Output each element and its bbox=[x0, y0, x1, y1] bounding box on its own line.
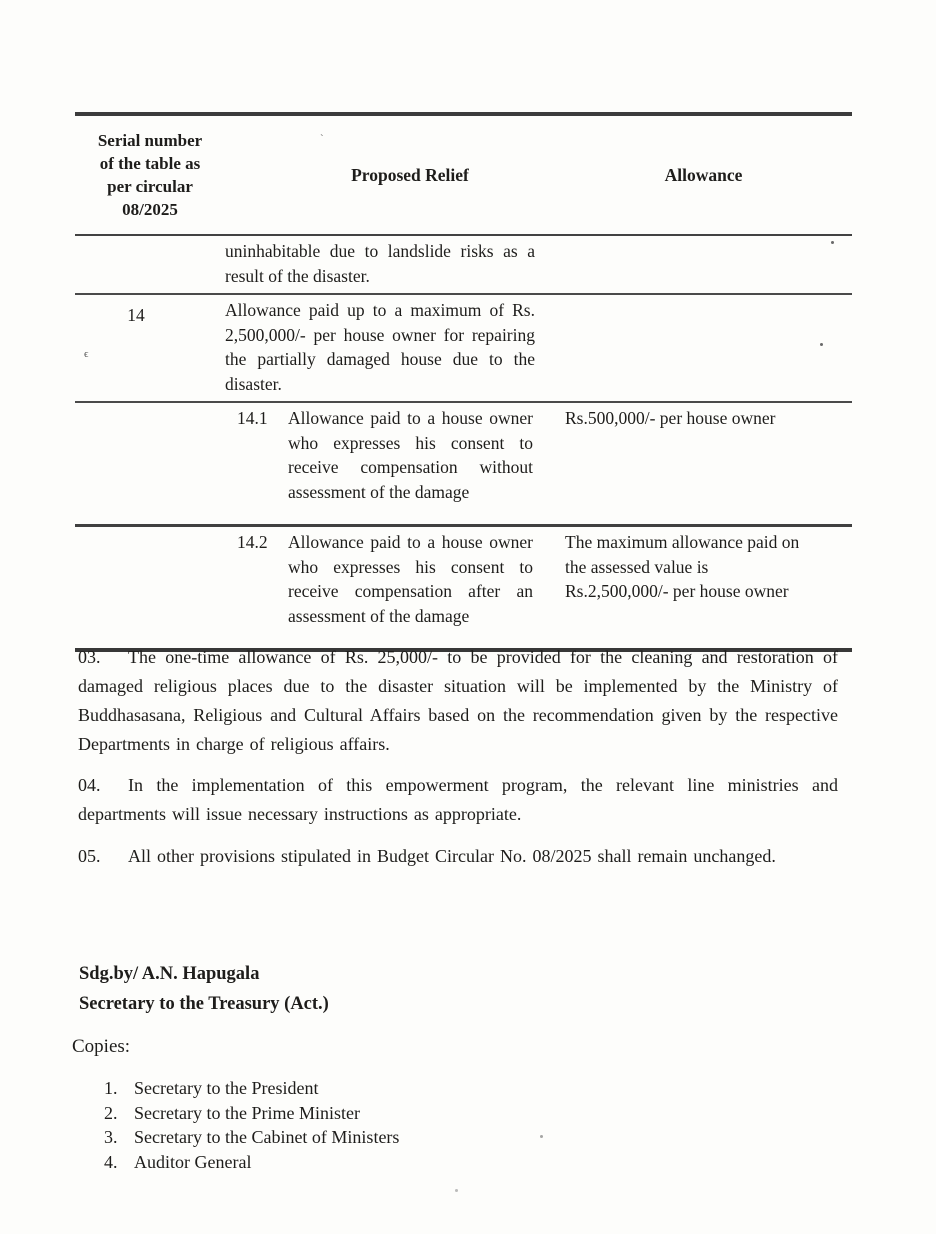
cell-allowance bbox=[555, 295, 852, 401]
header-serial-number bbox=[75, 129, 225, 221]
table-row-14-1 bbox=[75, 403, 852, 527]
cell-serial bbox=[75, 236, 225, 293]
list-item-text: Secretary to the Cabinet of Ministers bbox=[134, 1127, 400, 1148]
list-item-number: 3. bbox=[104, 1127, 118, 1148]
paragraph-03 bbox=[78, 643, 838, 759]
cell-serial: 14 bbox=[127, 305, 145, 325]
paragraph-number: 04. bbox=[78, 775, 101, 795]
scan-speck: ` bbox=[320, 133, 324, 145]
signature-block bbox=[79, 959, 329, 1019]
table-row-14-2 bbox=[75, 527, 852, 648]
cell-relief bbox=[225, 403, 555, 524]
sub-serial-number: 14.1 bbox=[237, 408, 268, 428]
cell-relief: uninhabitable due to landslide risks as a result of the disaster. bbox=[225, 241, 535, 286]
copies-label: Copies: bbox=[72, 1036, 131, 1057]
sub-serial-number: 14.2 bbox=[237, 532, 268, 552]
paragraph-number: 05. bbox=[78, 846, 101, 866]
scan-speck bbox=[455, 1189, 458, 1192]
cell-serial bbox=[75, 527, 225, 648]
table-header-row bbox=[75, 116, 852, 236]
cell-serial bbox=[75, 403, 225, 524]
paragraph-text: The one-time allowance of Rs. 25,000/- to be provided for the cleaning and restoration of damaged religious places due to the disaster situation will be implemented by the Ministry of Buddhasasana, Religious and Cultural Affairs based on the recommendation given by the respective Departments in charge of religious affairs. bbox=[78, 647, 838, 754]
paragraph-text: All other provisions stipulated in Budget Circular No. 08/2025 shall remain unchanged. bbox=[128, 846, 776, 866]
header-proposed-relief: Proposed Relief bbox=[351, 164, 469, 185]
sub-relief-text: Allowance paid to a house owner who expresses his consent to receive compensation after an assessment of the damage bbox=[288, 532, 533, 626]
table-row-14 bbox=[75, 295, 852, 403]
scan-speck bbox=[820, 343, 823, 346]
table-row-continuation bbox=[75, 236, 852, 295]
header-serial-number-label: Serial number of the table as per circular 08/2025 bbox=[97, 131, 203, 219]
paragraph-04 bbox=[78, 771, 838, 829]
cell-allowance: The maximum allowance paid on the assessed value is Rs.2,500,000/- per house owner bbox=[565, 532, 800, 601]
signature-title: Secretary to the Treasury (Act.) bbox=[79, 994, 329, 1014]
list-item bbox=[104, 1150, 399, 1175]
scan-speck bbox=[831, 241, 834, 244]
copies-list bbox=[104, 1076, 399, 1175]
list-item-text: Auditor General bbox=[134, 1152, 252, 1173]
signature-name: Sdg.by/ A.N. Hapugala bbox=[79, 964, 260, 984]
list-item bbox=[104, 1125, 399, 1150]
scan-speck bbox=[540, 1135, 543, 1138]
cell-relief bbox=[225, 527, 555, 648]
list-item bbox=[104, 1101, 399, 1126]
list-item-text: Secretary to the Prime Minister bbox=[134, 1102, 360, 1123]
cell-relief: Allowance paid up to a maximum of Rs. 2,500,000/- per house owner for repairing the partially damaged house due to the disaster. bbox=[225, 300, 535, 394]
scan-speck: ϵ bbox=[84, 348, 89, 360]
paragraph-05 bbox=[78, 842, 838, 871]
cell-allowance: Rs.500,000/- per house owner bbox=[565, 408, 776, 428]
list-item-number: 2. bbox=[104, 1102, 118, 1123]
relief-allowance-table bbox=[75, 112, 852, 652]
cell-allowance bbox=[555, 236, 852, 293]
header-allowance: Allowance bbox=[664, 164, 743, 185]
list-item bbox=[104, 1076, 399, 1101]
paragraph-number: 03. bbox=[78, 647, 101, 667]
list-item-number: 4. bbox=[104, 1152, 118, 1173]
sub-relief-text: Allowance paid to a house owner who expresses his consent to receive compensation without assessment of the damage bbox=[288, 408, 533, 502]
list-item-number: 1. bbox=[104, 1078, 118, 1098]
list-item-text: Secretary to the President bbox=[134, 1078, 319, 1098]
paragraph-text: In the implementation of this empowerment program, the relevant line ministries and departments will issue necessary instructions as appropriate. bbox=[78, 775, 838, 824]
